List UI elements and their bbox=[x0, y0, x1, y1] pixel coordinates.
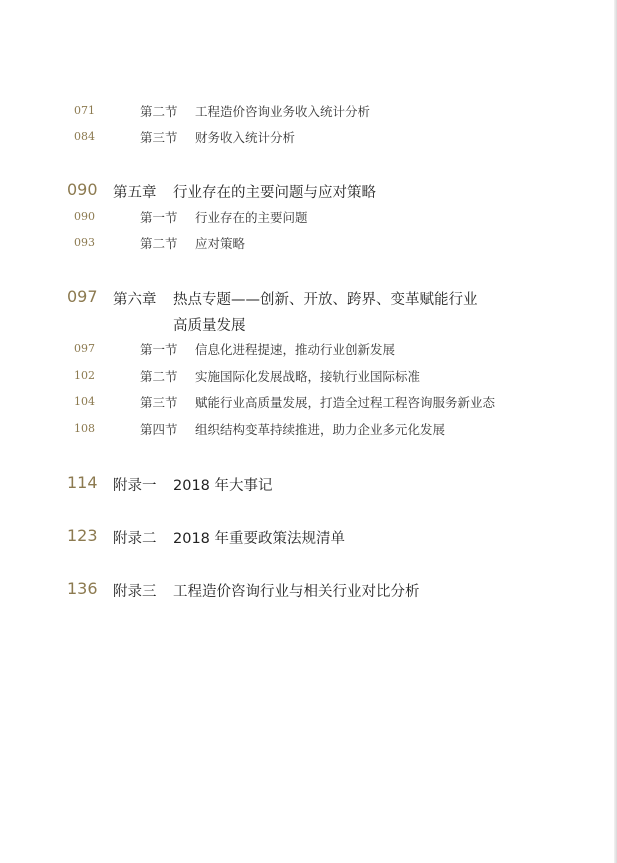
toc-section-row[interactable] bbox=[0, 208, 600, 226]
section-label: 第三节 bbox=[140, 130, 178, 145]
section-label: 第三节 bbox=[140, 395, 178, 410]
toc-section-row[interactable] bbox=[0, 102, 600, 120]
appendix-label: 附录一 bbox=[113, 478, 157, 494]
section-title: 赋能行业高质量发展，打造全过程工程咨询服务新业态 bbox=[195, 395, 496, 410]
section-label: 第二节 bbox=[140, 236, 178, 251]
toc-appendix-row[interactable] bbox=[0, 473, 600, 495]
appendix-title: 2018 年大事记 bbox=[173, 478, 273, 494]
section-title: 财务收入统计分析 bbox=[195, 130, 296, 145]
toc-section-row[interactable] bbox=[0, 340, 600, 358]
section-title: 实施国际化发展战略，接轨行业国际标准 bbox=[195, 369, 421, 384]
page-number: 136 bbox=[67, 579, 98, 598]
toc-section-row[interactable] bbox=[0, 128, 600, 146]
chapter-title-line-1: 热点专题——创新、开放、跨界、变革赋能行业 bbox=[173, 292, 478, 308]
appendix-label: 附录二 bbox=[113, 531, 157, 547]
section-title: 组织结构变革持续推进，助力企业多元化发展 bbox=[195, 422, 446, 437]
section-label: 第一节 bbox=[140, 342, 178, 357]
toc-appendix-row[interactable] bbox=[0, 579, 600, 601]
section-title: 应对策略 bbox=[195, 236, 246, 251]
toc-section-row[interactable] bbox=[0, 393, 600, 411]
section-title: 行业存在的主要问题 bbox=[195, 210, 308, 225]
section-label: 第四节 bbox=[140, 422, 178, 437]
page-number: 084 bbox=[74, 130, 95, 143]
toc-chapter-row[interactable] bbox=[0, 180, 600, 202]
page-number: 123 bbox=[67, 526, 98, 545]
page-number: 090 bbox=[67, 180, 98, 199]
page-number: 071 bbox=[74, 104, 95, 117]
page-number: 108 bbox=[74, 422, 95, 435]
section-label: 第二节 bbox=[140, 104, 178, 119]
section-title: 信息化进程提速，推动行业创新发展 bbox=[195, 342, 396, 357]
appendix-title: 2018 年重要政策法规清单 bbox=[173, 531, 346, 547]
chapter-title: 行业存在的主要问题与应对策略 bbox=[173, 185, 376, 201]
toc-chapter-row[interactable] bbox=[0, 287, 600, 335]
section-label: 第二节 bbox=[140, 369, 178, 384]
toc-section-row[interactable] bbox=[0, 234, 600, 252]
section-title: 工程造价咨询业务收入统计分析 bbox=[195, 104, 371, 119]
page-number: 097 bbox=[67, 287, 98, 306]
page-number: 104 bbox=[74, 395, 95, 408]
toc-section-row[interactable] bbox=[0, 420, 600, 438]
toc-appendix-row[interactable] bbox=[0, 526, 600, 548]
page-number: 090 bbox=[74, 210, 95, 223]
toc-section-row[interactable] bbox=[0, 367, 600, 385]
chapter-label: 第六章 bbox=[113, 292, 157, 308]
appendix-label: 附录三 bbox=[113, 584, 157, 600]
page-number: 097 bbox=[74, 342, 95, 355]
page-number: 093 bbox=[74, 236, 95, 249]
appendix-title: 工程造价咨询行业与相关行业对比分析 bbox=[173, 584, 420, 600]
chapter-title-line-2: 高质量发展 bbox=[173, 318, 246, 334]
page-number: 114 bbox=[67, 473, 98, 492]
page-number: 102 bbox=[74, 369, 95, 382]
chapter-label: 第五章 bbox=[113, 185, 157, 201]
section-label: 第一节 bbox=[140, 210, 178, 225]
